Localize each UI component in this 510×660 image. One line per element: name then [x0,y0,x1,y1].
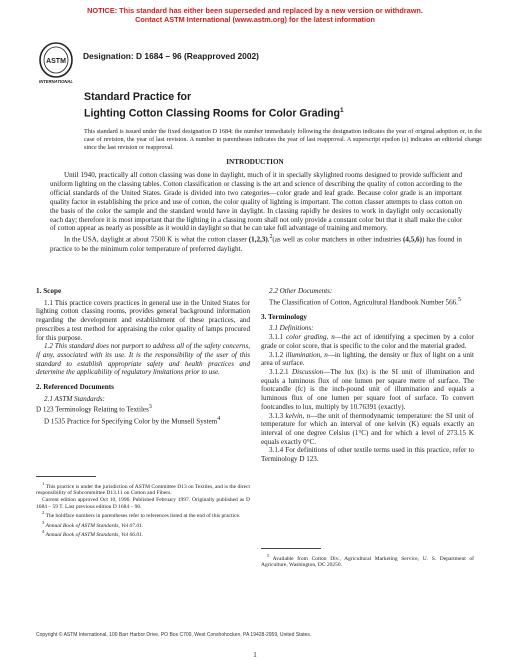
page-number: 1 [253,651,257,659]
notice-line-1: NOTICE: This standard has either been superseded and replaced by a new version or withdrawn. [87,6,423,15]
right-footnotes [261,553,474,569]
ref-d1535: D 1535 Practice for Specifying Color by the Munsell System$^4$ [44,415,221,425]
section-3-1-3: 3.1.3 kelvin, n—the unit of thermodynamic temperature: the SI unit of temperature for which an interval of one kelvin (K) equals exactly an interval of one degree Celsius (1°C) and for which a level of 273.15 K equals exactly 0°C. [261,411,474,446]
title-line-1: Standard Practice for [84,91,192,103]
section-1-2: 1.2 This standard does not purport to address all of the safety concerns, if any, associated with its use. It is the responsibility of the user of this standard to establish appropriate safety and health practices and determine the applicability of regulatory limitations prior to use. [36,342,250,377]
logo-subtext: INTERNATIONAL [39,79,73,84]
introduction [50,171,462,254]
section-3-1: 3.1 Definitions: [269,324,314,333]
title-line-2: Lighting Cotton Classing Rooms for Color Grading$^1$ [84,107,344,120]
referenced-documents-heading: 2. Referenced Documents [36,383,114,392]
section-2-2: 2.2 Other Documents: [269,287,333,295]
section-2-2-text: The Classification of Cotton, Agricultural Handbook Number 566.$^5$ [269,296,461,307]
section-3-1-2: 3.1.2 illumination, n—in lighting, the density or flux of light on a unit area of surface. [261,350,474,368]
footnote-rule-right [261,548,321,549]
footnote-3: $^3$ Annual Book of ASTM Standards, Vol 07.01. [42,519,144,529]
section-3-1-4: 3.1.4 For definitions of other textile terms used in this practice, refer to Terminology D 123. [261,446,474,464]
title-footnote-ref: 1 [340,107,344,114]
footnote-rule [36,476,96,477]
withdrawal-notice [0,6,510,24]
scope-heading: 1. Scope [36,287,62,295]
footnote-1: $^1$ This practice is under the jurisdiction of ASTM Committee D13 on Textiles, and is the direct responsibility of Subcommittee D13.11 on Cotton and Fibers. [36,481,250,497]
astm-logo [36,41,76,85]
intro-paragraph-1: Until 1940, practically all cotton classing was done in daylight, much of it in specially skylighted rooms designed to provide sufficient and uniform lighting on the classing tables. Cotton classification or classing is the art and science of describing the quality of cotton according to the official standards of the United States. Grade is divided into two categories—color grade and leaf grade. Because color grade is an important quality factor in establishing the price and use of cotton, the color quality of lighting is important. The cotton classer attempts to class cotton on the basis of the color the sample and the standard would have in daylight. In classing rapidly he desires to work in daylight only occasionally each day; therefore it is most important that the lighting in a classing room shall not only provide a constant color but that it shall make the color of cotton appear as nearly as possible as it would in daylight so that he can take full advantage of training and memory. [50,171,462,233]
right-column [261,287,474,464]
ref-d123: D 123 Terminology Relating to Textiles$^3$ [36,404,152,414]
preamble: This standard is issued under the fixed designation D 1684; the number immediately following the designation indicates the year of original adoption or, in the case of revision, the year of last revision. A number in parentheses indicates the year of last reapproval. A superscript epsilon (ε) indicates an editorial change since the last revision or reapproval. [84,128,482,151]
footnote-4: $^4$ Annual Book of ASTM Standards, Vol 06.01. [42,529,144,538]
left-column [36,287,250,426]
section-1-1: 1.1 This practice covers practices in general use in the United States for lighting cotton classing rooms, provides general background information regarding the development and establishment of these practices, and prescribes a test method for appraising the color quality of lamps procured for this purpose. [36,298,250,342]
footnote-5: $^5$ Available from Cotton Div., Agricultural Marketing Service, U. S. Department of Agriculture, Washington, DC 20250. [261,553,474,569]
section-3-1-1: 3.1.1 color grading, n—the act of identifying a specimen by a color grade or color score, that is specific to the color and the material graded. [261,333,474,350]
footnote-1-edition: Current edition approved Oct 10, 1996. Published February 1997. Originally published as D 1684 – 59 T. Last previous edition D 1684 – 90. [36,497,250,510]
copyright-footer: Copyright © ASTM International, 100 Barr Harbor Drive, PO Box C700, West Conshohocken, PA 19428-2959, United States. [36,632,312,638]
section-3-1-2-1: 3.1.2.1 Discussion—The lux (lx) is the SI unit of illumination and equals a luminous flux of one lumen per square metre of surface. The footcandle (fc) is the inch-pound unit of illumination and equals a luminous flux of one lumen per square foot of surface. To convert footcandles to lux, multiply by 10.76391 (exactly). [261,367,474,411]
section-2-1: 2.1 ASTM Standards: [44,394,105,403]
terminology-heading: 3. Terminology [261,312,307,321]
left-footnotes [36,481,250,538]
notice-line-2: Contact ASTM International (www.astm.org) for the latest information [135,15,375,24]
logo-text: ASTM [46,58,66,65]
document-title [84,91,484,121]
designation: Designation: D 1684 – 96 (Reapproved 2002) [83,51,259,61]
introduction-heading: INTRODUCTION [226,158,284,166]
footnote-2: $^2$ The boldface numbers in parentheses refer to references listed at the end of this practice. [42,510,241,520]
intro-paragraph-2: In the USA, daylight at about 7500 K is what the cotton classer (1,2,3).$^2$(as well as color matchers in other industries (4,5,6)) has found in practice to be the minimum color temperature of preferred daylight. [50,234,462,253]
